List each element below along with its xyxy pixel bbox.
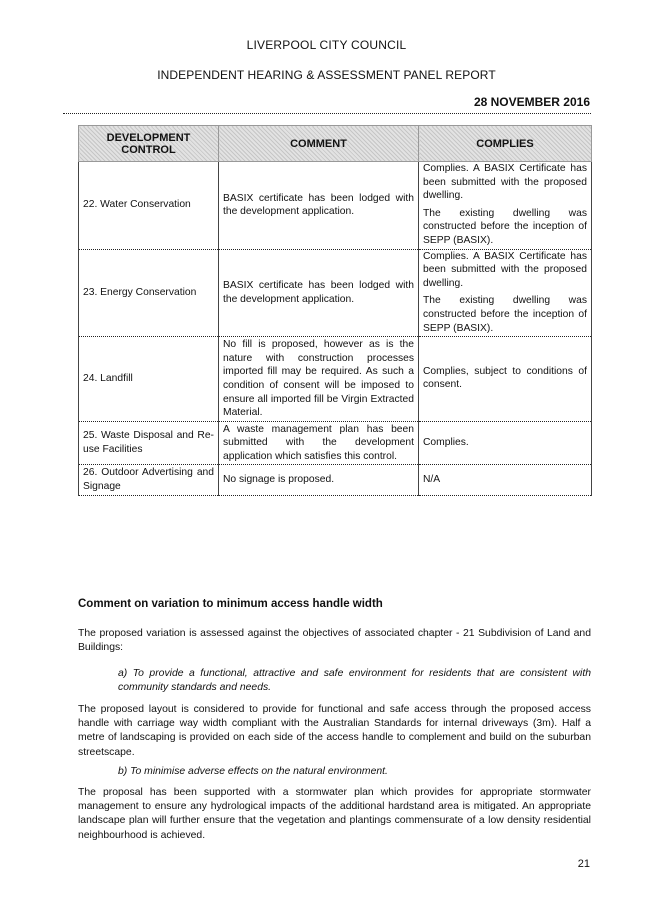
control-cell: 26. Outdoor Advertising and Signage [79, 465, 219, 495]
complies-cell [419, 421, 592, 465]
column-header-complies: COMPLIES [419, 126, 592, 162]
table-row [79, 465, 592, 495]
complies-text: Complies. A BASIX Certificate has been submitted with the proposed dwelling. [423, 250, 587, 289]
comment-cell: BASIX certificate has been lodged with the development application. [219, 249, 419, 337]
page-number: 21 [577, 858, 590, 870]
comment-cell: No fill is proposed, however as is the nature with construction processes imported fill may be required. As such a condition of consent will be imposed to ensure all imported fill be Virgin Extracted Material. [219, 337, 419, 422]
report-title: INDEPENDENT HEARING & ASSESSMENT PANEL REPORT [157, 68, 496, 82]
intro-paragraph: The proposed variation is assessed against the objectives of associated chapter - 21 Subdivision of Land and Buildings: [78, 628, 591, 654]
table-row [79, 162, 592, 250]
complies-text: N/A [423, 473, 441, 485]
complies-text: The existing dwelling was constructed before the inception of SEPP (BASIX). [423, 295, 587, 334]
council-name: LIVERPOOL CITY COUNCIL [246, 38, 407, 52]
table-header-row [79, 126, 592, 162]
development-control-table [78, 125, 592, 496]
complies-cell [419, 465, 592, 495]
column-header-comment: COMMENT [219, 126, 419, 162]
complies-text: Complies. [423, 436, 469, 448]
comment-cell: No signage is proposed. [219, 465, 419, 495]
control-cell: 23. Energy Conservation [79, 249, 219, 337]
objective-b: b) To minimise adverse effects on the natural environment. [118, 766, 388, 777]
section-heading: Comment on variation to minimum access handle width [78, 598, 383, 610]
report-date: 28 NOVEMBER 2016 [473, 95, 590, 109]
objective-a-response: The proposed layout is considered to provide for functional and safe access through the proposed access handle with carriage way width compliant with the Australian Standards for internal driveways (3m). Half a metre of landscaping is provided on each side of the access handle to complement and build on the suburban streetscape. [78, 704, 591, 758]
complies-text: The existing dwelling was constructed before the inception of SEPP (BASIX). [423, 207, 587, 246]
objective-a: a) To provide a functional, attractive and safe environment for residents that are consistent with community standards and needs. [118, 668, 591, 694]
complies-text: Complies. A BASIX Certificate has been submitted with the proposed dwelling. [423, 163, 587, 202]
control-cell: 22. Water Conservation [79, 162, 219, 250]
table-row [79, 249, 592, 337]
column-header-development-control: DEVELOPMENT CONTROL [79, 126, 219, 162]
complies-cell [419, 337, 592, 422]
control-cell: 25. Waste Disposal and Re-use Facilities [79, 421, 219, 465]
objective-b-response: The proposal has been supported with a stormwater plan which provides for appropriate stormwater management to ensure any hydrological impacts of the additional hardstand area is mitigated. An appropriate landscape plan will further ensure that the vegetation and plantings commensurate of a low density residential neighbourhood is achieved. [78, 787, 591, 841]
comment-cell: BASIX certificate has been lodged with the development application. [219, 162, 419, 250]
complies-cell [419, 249, 592, 337]
header-divider [63, 113, 591, 114]
table-row [79, 421, 592, 465]
complies-text: Complies, subject to conditions of consent. [423, 365, 587, 391]
comment-cell: A waste management plan has been submitted with the development application which satisfies this control. [219, 421, 419, 465]
table-row [79, 337, 592, 422]
control-cell: 24. Landfill [79, 337, 219, 422]
complies-cell [419, 162, 592, 250]
